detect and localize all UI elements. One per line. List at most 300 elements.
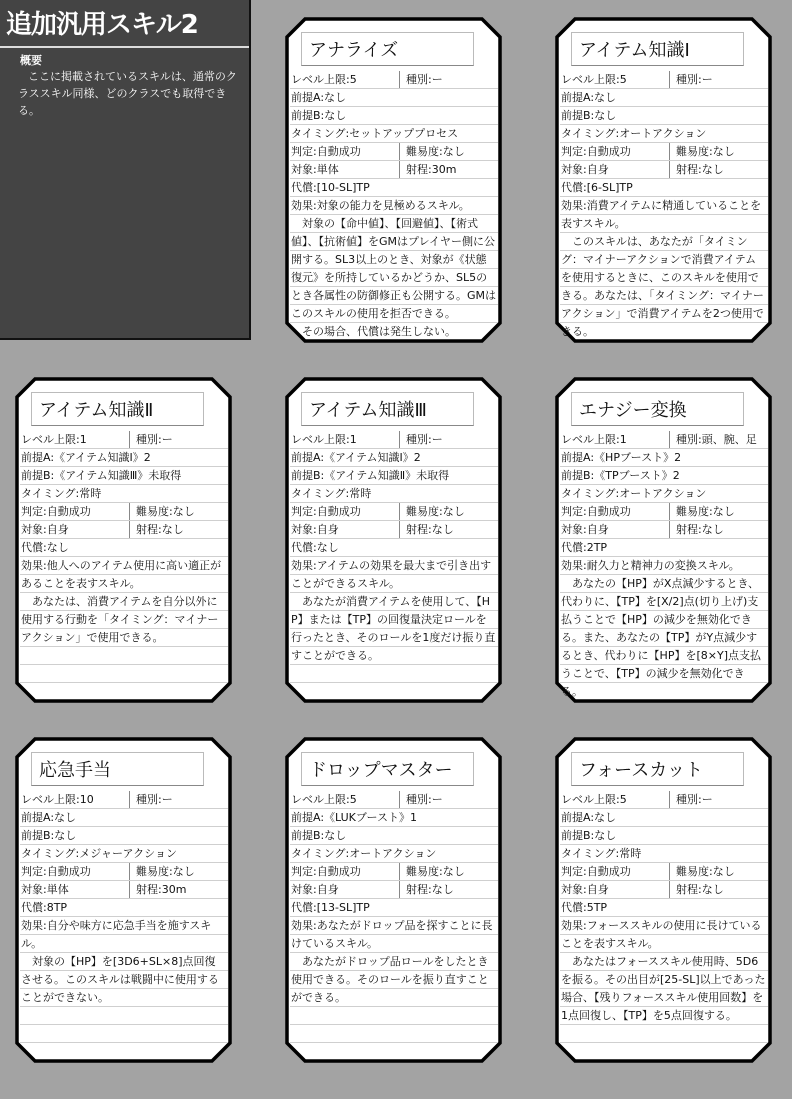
difficulty-label: 難易度: xyxy=(136,505,173,518)
prereq-b-cell xyxy=(21,467,181,485)
target-value: 自身 xyxy=(316,883,339,896)
effect-line xyxy=(561,197,766,233)
skill-name: フォースカット xyxy=(579,760,704,781)
check-row xyxy=(560,143,768,161)
type-value: ー xyxy=(701,793,713,806)
target-label: 対象: xyxy=(21,883,47,896)
cost-cell xyxy=(21,539,69,557)
timing-cell xyxy=(291,485,371,503)
prereq-a-cell xyxy=(291,449,421,467)
check-label: 判定: xyxy=(561,505,587,518)
level-label: レベル上限: xyxy=(291,793,350,806)
difficulty-cell xyxy=(129,503,195,520)
prereq-a-row xyxy=(560,809,768,827)
prereq-b-value: なし xyxy=(324,109,347,122)
cost-label: 代償: xyxy=(21,541,47,554)
difficulty-cell xyxy=(399,863,465,880)
target-cell xyxy=(21,521,69,539)
cost-cell xyxy=(21,899,67,917)
effect-detail: 対象の【HP】を[3D6+SL×8]点回復させる。このスキルは戦闘中に使用することができない。 xyxy=(21,955,219,1004)
check-value: 自動成功 xyxy=(316,505,361,518)
timing-value: セットアッププロセス xyxy=(349,127,459,140)
level-label: レベル上限: xyxy=(21,793,80,806)
effect-label: 効果: xyxy=(21,919,47,932)
timing-cell xyxy=(561,845,641,863)
range-cell xyxy=(399,881,454,898)
range-value: なし xyxy=(431,883,454,896)
timing-cell xyxy=(291,125,458,143)
effect-label: 効果: xyxy=(291,199,317,212)
type-label: 種別: xyxy=(676,73,702,86)
effect-label: 効果: xyxy=(291,919,317,932)
timing-value: メジャーアクション xyxy=(79,847,177,860)
difficulty-label: 難易度: xyxy=(406,865,443,878)
prereq-b-cell xyxy=(291,827,346,845)
type-value: ー xyxy=(161,793,173,806)
effect-value: フォーススキルの使用に長けていることを表すスキル。 xyxy=(561,919,762,950)
range-label: 射程: xyxy=(136,523,162,536)
type-cell xyxy=(129,431,173,448)
prereq-b-value: 《TPブースト》2 xyxy=(594,469,680,482)
page-title: 追加汎用スキル2 xyxy=(6,10,198,40)
timing-row xyxy=(20,485,228,503)
range-cell xyxy=(669,161,724,178)
cost-row xyxy=(560,539,768,557)
cost-cell xyxy=(291,899,370,917)
prereq-a-value: なし xyxy=(324,91,347,104)
effect-line xyxy=(561,557,766,575)
overview-label: 概要 xyxy=(20,54,42,67)
effect-text xyxy=(560,557,768,701)
skill-body xyxy=(20,791,228,1045)
timing-label: タイミング: xyxy=(21,487,80,500)
prereq-b-cell xyxy=(561,827,616,845)
cost-label: 代償: xyxy=(291,541,317,554)
prereq-b-row xyxy=(560,827,768,845)
prereq-b-cell xyxy=(291,467,449,485)
effect-line xyxy=(21,917,226,953)
cost-label: 代償: xyxy=(561,901,587,914)
skill-name: 応急手当 xyxy=(39,760,111,781)
difficulty-cell xyxy=(399,143,465,160)
check-label: 判定: xyxy=(561,865,587,878)
prereq-b-label: 前提B: xyxy=(291,829,325,842)
range-cell xyxy=(669,521,724,538)
cost-label: 代償: xyxy=(21,901,47,914)
timing-value: オートアクション xyxy=(349,847,437,860)
check-row xyxy=(290,863,498,881)
check-value: 自動成功 xyxy=(46,505,91,518)
skill-card xyxy=(555,737,772,1063)
effect-label: 効果: xyxy=(561,559,587,572)
effect-line xyxy=(21,557,226,593)
prereq-a-cell xyxy=(561,89,616,107)
range-label: 射程: xyxy=(406,523,432,536)
effect-text xyxy=(20,917,228,1007)
type-label: 種別: xyxy=(406,433,432,446)
difficulty-value: なし xyxy=(442,865,465,878)
target-cell xyxy=(21,881,69,899)
level-value: 1 xyxy=(619,433,627,446)
level-cell xyxy=(561,71,627,89)
prereq-a-cell xyxy=(21,809,76,827)
check-value: 自動成功 xyxy=(586,865,631,878)
target-cell xyxy=(291,161,339,179)
effect-text xyxy=(560,197,768,341)
level-cell xyxy=(291,791,357,809)
prereq-b-label: 前提B: xyxy=(21,469,55,482)
skill-body xyxy=(560,431,768,698)
prereq-a-label: 前提A: xyxy=(21,811,55,824)
effect-detail: あなたが消費アイテムを使用して、【HP】または【TP】の回復量決定ロールを行ったとき、そのロールを1度だけ振り直すことができる。 xyxy=(291,595,496,662)
check-cell xyxy=(561,143,631,161)
difficulty-cell xyxy=(669,503,735,520)
check-cell xyxy=(21,863,91,881)
timing-row xyxy=(290,845,498,863)
type-label: 種別: xyxy=(676,433,702,446)
target-value: 自身 xyxy=(586,163,609,176)
prereq-a-cell xyxy=(21,449,151,467)
type-value: ー xyxy=(161,433,173,446)
level-value: 1 xyxy=(349,433,357,446)
check-value: 自動成功 xyxy=(316,145,361,158)
difficulty-label: 難易度: xyxy=(676,145,713,158)
check-value: 自動成功 xyxy=(46,865,91,878)
skill-name: アナライズ xyxy=(309,40,399,61)
cost-value: 5TP xyxy=(586,901,608,914)
timing-label: タイミング: xyxy=(291,847,350,860)
effect-text xyxy=(290,557,498,665)
skill-card xyxy=(15,377,232,703)
prereq-a-value: 《LUKブースト》1 xyxy=(324,811,418,824)
timing-cell xyxy=(561,125,706,143)
prereq-b-cell xyxy=(561,107,616,125)
check-label: 判定: xyxy=(21,865,47,878)
timing-row xyxy=(20,845,228,863)
difficulty-cell xyxy=(669,863,735,880)
level-row xyxy=(20,431,228,449)
cost-row xyxy=(20,539,228,557)
cost-value: [13-SL]TP xyxy=(316,901,370,914)
prereq-b-label: 前提B: xyxy=(291,109,325,122)
target-cell xyxy=(561,161,609,179)
check-value: 自動成功 xyxy=(316,865,361,878)
prereq-b-label: 前提B: xyxy=(561,829,595,842)
effect-value: 耐久力と精神力の変換スキル。 xyxy=(586,559,740,572)
type-label: 種別: xyxy=(676,793,702,806)
check-cell xyxy=(291,143,361,161)
type-value: 頭、腕、足 xyxy=(701,433,757,446)
cost-cell xyxy=(561,899,607,917)
timing-label: タイミング: xyxy=(561,127,620,140)
skill-card xyxy=(285,737,502,1063)
timing-row xyxy=(560,485,768,503)
timing-value: 常時 xyxy=(349,487,372,500)
prereq-a-value: なし xyxy=(594,811,617,824)
difficulty-label: 難易度: xyxy=(136,865,173,878)
level-value: 5 xyxy=(349,793,357,806)
level-cell xyxy=(21,431,87,449)
timing-value: オートアクション xyxy=(619,127,707,140)
range-cell xyxy=(669,881,724,898)
level-value: 10 xyxy=(79,793,94,806)
cost-cell xyxy=(561,179,633,197)
prereq-a-row xyxy=(560,449,768,467)
cost-value: [6-SL]TP xyxy=(586,181,633,194)
prereq-b-value: 《アイテム知識Ⅱ》未取得 xyxy=(324,469,450,482)
type-label: 種別: xyxy=(406,793,432,806)
timing-cell xyxy=(291,845,436,863)
cost-value: 2TP xyxy=(586,541,608,554)
level-label: レベル上限: xyxy=(561,433,620,446)
cost-value: 8TP xyxy=(46,901,68,914)
range-cell xyxy=(399,161,456,178)
cost-row xyxy=(290,539,498,557)
level-label: レベル上限: xyxy=(291,73,350,86)
prereq-b-value: なし xyxy=(594,109,617,122)
target-value: 自身 xyxy=(586,883,609,896)
prereq-b-label: 前提B: xyxy=(561,469,595,482)
check-label: 判定: xyxy=(291,865,317,878)
check-label: 判定: xyxy=(561,145,587,158)
level-cell xyxy=(291,431,357,449)
skill-body xyxy=(290,791,498,1045)
skill-name: ドロップマスター xyxy=(309,760,453,781)
target-cell xyxy=(291,521,339,539)
cost-label: 代償: xyxy=(291,901,317,914)
level-row xyxy=(560,71,768,89)
type-label: 種別: xyxy=(406,73,432,86)
type-cell xyxy=(669,431,757,448)
effect-label: 効果: xyxy=(291,559,317,572)
difficulty-cell xyxy=(669,143,735,160)
effect-text xyxy=(290,917,498,1007)
range-cell xyxy=(129,881,186,898)
effect-value: 他人へのアイテム使用に高い適正があることを表すスキル。 xyxy=(21,559,222,590)
timing-row xyxy=(290,485,498,503)
timing-label: タイミング: xyxy=(561,847,620,860)
check-label: 判定: xyxy=(21,505,47,518)
prereq-a-cell xyxy=(291,89,346,107)
target-label: 対象: xyxy=(561,163,587,176)
prereq-a-value: 《HPブースト》2 xyxy=(594,451,682,464)
difficulty-value: なし xyxy=(442,145,465,158)
check-cell xyxy=(561,863,631,881)
prereq-b-label: 前提B: xyxy=(561,109,595,122)
prereq-a-value: 《アイテム知識Ⅰ》2 xyxy=(54,451,151,464)
level-label: レベル上限: xyxy=(561,793,620,806)
effect-text xyxy=(20,557,228,647)
timing-row xyxy=(560,845,768,863)
range-value: なし xyxy=(701,883,724,896)
overview-text: ここに掲載されているスキルは、通常のクラススキル同様、どのクラスでも取得できる。 xyxy=(18,70,237,117)
cost-row xyxy=(560,899,768,917)
timing-label: タイミング: xyxy=(291,487,350,500)
range-label: 射程: xyxy=(676,883,702,896)
effect-detail: 対象の【命中値】、【回避値】、【術式値】、【抗術値】をGMはプレイヤー側に公開する。SL3以上のとき、対象が《状態復元》を所持しているかどうか、SL5のとき各属性の防御修正も公開する。GMはこのスキルの使用を拒否できる。 xyxy=(291,217,497,320)
effect-line xyxy=(291,917,496,953)
cost-row xyxy=(290,179,498,197)
range-value: なし xyxy=(161,523,184,536)
prereq-a-row xyxy=(20,449,228,467)
cost-label: 代償: xyxy=(291,181,317,194)
level-cell xyxy=(561,431,627,449)
target-row xyxy=(290,521,498,539)
type-cell xyxy=(399,71,443,88)
check-row xyxy=(20,503,228,521)
skill-body xyxy=(290,431,498,685)
prereq-a-label: 前提A: xyxy=(291,91,325,104)
timing-value: 常時 xyxy=(79,487,102,500)
skill-name: エナジー変換 xyxy=(579,400,687,421)
type-label: 種別: xyxy=(136,793,162,806)
cost-value: なし xyxy=(316,541,339,554)
check-cell xyxy=(291,503,361,521)
target-value: 単体 xyxy=(316,163,339,176)
cost-value: なし xyxy=(46,541,69,554)
skill-body xyxy=(560,791,768,1045)
timing-row xyxy=(560,125,768,143)
prereq-a-label: 前提A: xyxy=(561,811,595,824)
effect-value: アイテムの効果を最大まで引き出すことができるスキル。 xyxy=(291,559,492,590)
check-value: 自動成功 xyxy=(586,505,631,518)
range-label: 射程: xyxy=(676,523,702,536)
level-cell xyxy=(561,791,627,809)
skill-body xyxy=(20,431,228,685)
check-row xyxy=(290,143,498,161)
range-value: 30m xyxy=(161,883,187,896)
check-row xyxy=(560,503,768,521)
range-cell xyxy=(399,521,454,538)
target-value: 単体 xyxy=(46,883,69,896)
level-cell xyxy=(21,791,94,809)
prereq-b-value: なし xyxy=(324,829,347,842)
cost-row xyxy=(290,899,498,917)
effect-label: 効果: xyxy=(561,919,587,932)
effect-value: 対象の能力を見極めるスキル。 xyxy=(316,199,470,212)
difficulty-value: なし xyxy=(712,865,735,878)
title-divider xyxy=(0,46,249,48)
prereq-a-label: 前提A: xyxy=(561,451,595,464)
effect-line xyxy=(291,197,496,215)
target-label: 対象: xyxy=(291,883,317,896)
timing-value: 常時 xyxy=(619,847,642,860)
type-cell xyxy=(669,791,713,808)
level-row xyxy=(290,431,498,449)
check-cell xyxy=(21,503,91,521)
skill-body xyxy=(560,71,768,338)
range-value: 30m xyxy=(431,163,457,176)
range-cell xyxy=(129,521,184,538)
cost-label: 代償: xyxy=(561,181,587,194)
skill-name: アイテム知識Ⅱ xyxy=(39,400,154,421)
type-value: ー xyxy=(431,73,443,86)
target-cell xyxy=(561,521,609,539)
prereq-b-label: 前提B: xyxy=(291,469,325,482)
prereq-b-cell xyxy=(561,467,680,485)
level-value: 1 xyxy=(79,433,87,446)
prereq-b-value: なし xyxy=(54,829,77,842)
level-cell xyxy=(291,71,357,89)
prereq-b-label: 前提B: xyxy=(21,829,55,842)
target-row xyxy=(290,161,498,179)
type-cell xyxy=(399,431,443,448)
difficulty-label: 難易度: xyxy=(676,865,713,878)
prereq-b-value: なし xyxy=(594,829,617,842)
target-value: 自身 xyxy=(46,523,69,536)
prereq-b-row xyxy=(560,467,768,485)
cost-row xyxy=(560,179,768,197)
prereq-b-row xyxy=(20,467,228,485)
check-cell xyxy=(291,863,361,881)
check-label: 判定: xyxy=(291,145,317,158)
level-value: 5 xyxy=(619,793,627,806)
prereq-b-row xyxy=(290,107,498,125)
difficulty-cell xyxy=(399,503,465,520)
check-row xyxy=(560,863,768,881)
skill-name: アイテム知識Ⅰ xyxy=(579,40,690,61)
target-cell xyxy=(291,881,339,899)
prereq-a-row xyxy=(290,89,498,107)
header-panel xyxy=(0,0,251,340)
target-label: 対象: xyxy=(291,523,317,536)
skill-name: アイテム知識Ⅲ xyxy=(309,400,427,421)
timing-label: タイミング: xyxy=(561,487,620,500)
difficulty-value: なし xyxy=(172,865,195,878)
prereq-a-row xyxy=(560,89,768,107)
level-label: レベル上限: xyxy=(21,433,80,446)
difficulty-value: なし xyxy=(442,505,465,518)
timing-label: タイミング: xyxy=(291,127,350,140)
difficulty-value: なし xyxy=(712,145,735,158)
level-label: レベル上限: xyxy=(291,433,350,446)
prereq-a-cell xyxy=(291,809,417,827)
level-row xyxy=(20,791,228,809)
effect-detail: このスキルは、あなたが「タイミング：マイナーアクションで消費アイテムを使用するときに、このスキルを使用できる。あなたは、「タイミング：マイナーアクション」で消費アイテムを2つ使用できる。 xyxy=(561,235,764,338)
difficulty-value: なし xyxy=(172,505,195,518)
prereq-a-row xyxy=(290,449,498,467)
target-row xyxy=(20,521,228,539)
cost-cell xyxy=(291,179,370,197)
timing-cell xyxy=(21,845,177,863)
timing-cell xyxy=(561,485,706,503)
range-label: 射程: xyxy=(406,883,432,896)
prereq-a-label: 前提A: xyxy=(291,811,325,824)
prereq-b-cell xyxy=(291,107,346,125)
cost-cell xyxy=(291,539,339,557)
prereq-a-value: なし xyxy=(594,91,617,104)
target-row xyxy=(20,881,228,899)
target-cell xyxy=(561,881,609,899)
type-value: ー xyxy=(431,793,443,806)
effect-text xyxy=(560,917,768,1025)
prereq-a-row xyxy=(290,809,498,827)
check-label: 判定: xyxy=(291,505,317,518)
effect-value: 消費アイテムに精通していることを表すスキル。 xyxy=(561,199,762,230)
type-value: ー xyxy=(701,73,713,86)
check-cell xyxy=(561,503,631,521)
target-label: 対象: xyxy=(291,163,317,176)
timing-cell xyxy=(21,485,101,503)
effect-text xyxy=(290,197,498,341)
target-value: 自身 xyxy=(316,523,339,536)
skill-card xyxy=(15,737,232,1063)
effect-value: 自分や味方に応急手当を施すスキル。 xyxy=(21,919,212,950)
prereq-a-value: なし xyxy=(54,811,77,824)
target-row xyxy=(560,521,768,539)
skill-card xyxy=(555,17,772,343)
type-cell xyxy=(669,71,713,88)
